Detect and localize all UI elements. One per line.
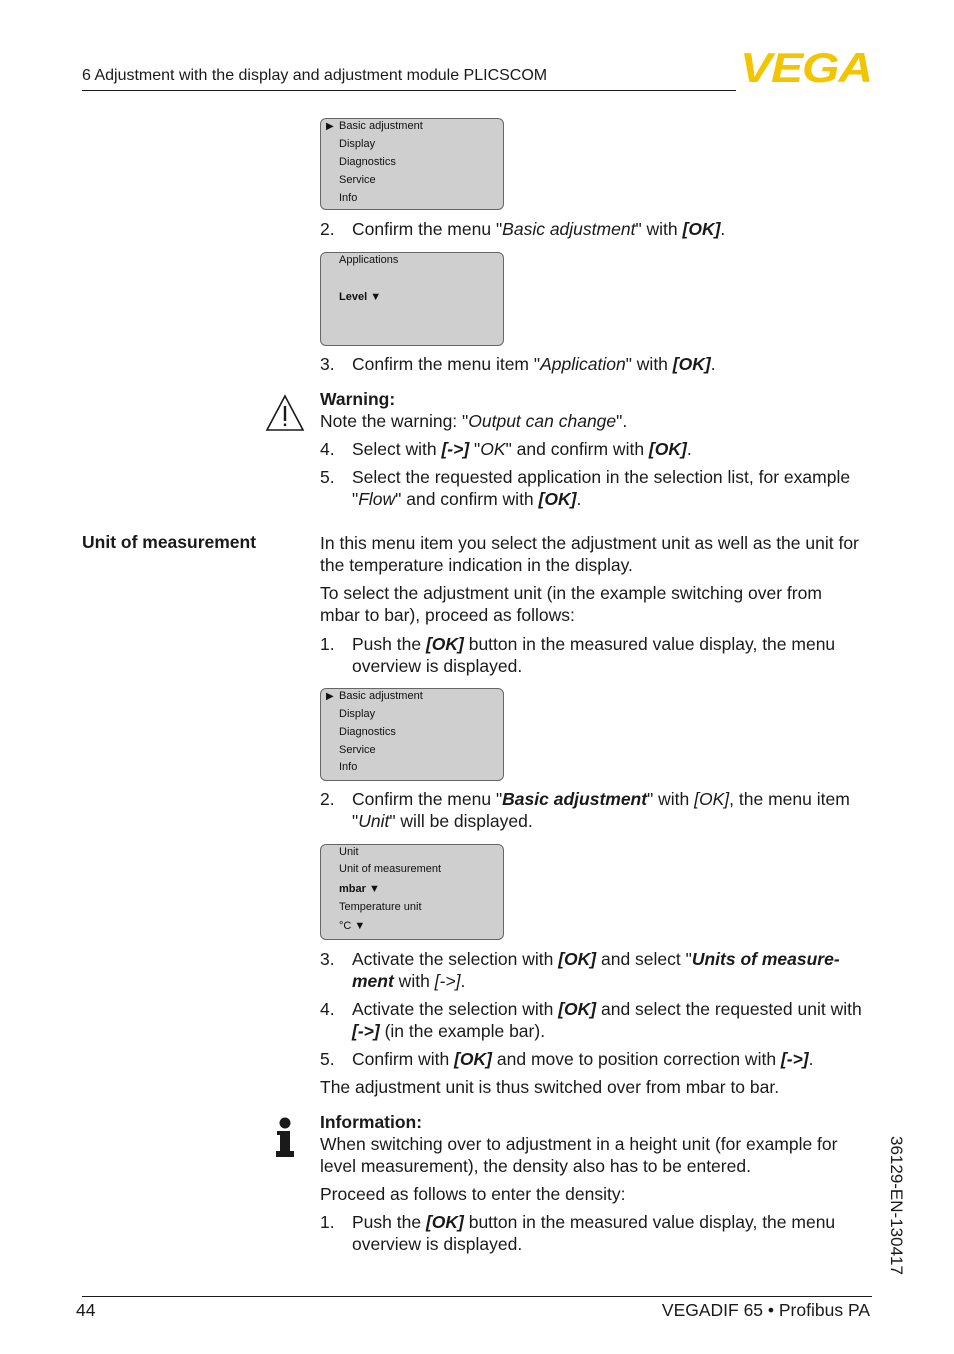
- step-number: 1.: [320, 1212, 335, 1232]
- document-id: 36129-EN-130417: [887, 1136, 906, 1275]
- step-number: 4.: [320, 439, 335, 459]
- step-text-continued: overview is displayed.: [352, 1234, 523, 1254]
- lcd-menu-item: Basic adjustment: [339, 120, 423, 132]
- lcd-menu-item: Info: [339, 761, 358, 773]
- dropdown-arrow-icon: ▼: [368, 883, 380, 895]
- lcd-applications: [320, 252, 504, 346]
- warning-triangle-icon: [265, 394, 305, 432]
- lcd-menu-item: Basic adjustment: [339, 690, 423, 702]
- step-text: Confirm the menu item "Application" with [OK].: [352, 354, 716, 374]
- step-text: Push the [OK] button in the measured value display, the menu: [352, 634, 836, 654]
- step-text: Push the [OK] button in the measured value display, the menu: [352, 1212, 836, 1232]
- page-number: 44: [76, 1300, 96, 1320]
- step-number: 3.: [320, 949, 335, 969]
- logo-text: VEGA: [740, 50, 872, 84]
- lcd-value: Level ▼: [339, 291, 382, 303]
- lcd-menu-item: Display: [339, 138, 376, 150]
- step-number: 5.: [320, 1049, 335, 1069]
- dropdown-arrow-icon: ▼: [354, 920, 366, 932]
- vega-logo: [740, 50, 874, 84]
- step-text: Confirm with [OK] and move to position correction with [->].: [352, 1049, 814, 1069]
- step-text: Select with [->] "OK" and confirm with [OK].: [352, 439, 692, 459]
- step-text-continued: "Flow" and confirm with [OK].: [352, 489, 582, 509]
- lcd-menu-item: Info: [339, 192, 358, 204]
- step-text: Select the requested application in the selection list, for example: [352, 467, 851, 487]
- paragraph: mbar to bar), proceed as follows:: [320, 605, 575, 625]
- lcd-menu-item: Service: [339, 174, 376, 186]
- footer-divider: [82, 1296, 872, 1297]
- step-number: 2.: [320, 789, 335, 809]
- lcd-value: °C ▼: [339, 920, 366, 932]
- menu-cursor-icon: ▶: [326, 121, 334, 132]
- information-heading: Information:: [320, 1112, 423, 1132]
- step-text-continued: overview is displayed.: [352, 656, 523, 676]
- lcd-menu-overview-2: [320, 688, 504, 781]
- lcd-menu-item: Display: [339, 708, 376, 720]
- lcd-label: Temperature unit: [339, 901, 422, 913]
- step-number: 1.: [320, 634, 335, 654]
- dropdown-arrow-icon: ▼: [370, 291, 382, 303]
- lcd-title: Applications: [339, 254, 399, 266]
- step-text: Confirm the menu "Basic adjustment" with [OK].: [352, 219, 726, 239]
- chapter-heading: 6 Adjustment with the display and adjustment module PLICSCOM: [82, 67, 548, 84]
- step-number: 3.: [320, 354, 335, 374]
- warning-text: Note the warning: "Output can change".: [320, 411, 628, 431]
- step-text: Activate the selection with [OK] and select the requested unit with: [352, 999, 862, 1019]
- product-name: VEGADIF 65 • Profibus PA: [661, 1300, 870, 1320]
- paragraph: To select the adjustment unit (in the example switching over from: [320, 583, 822, 603]
- information-text: level measurement), the density also has to be entered.: [320, 1156, 751, 1176]
- paragraph: the temperature indication in the display.: [320, 555, 633, 575]
- lcd-menu-item: Diagnostics: [339, 156, 396, 168]
- step-text: Confirm the menu "Basic adjustment" with [OK], the menu item: [352, 789, 850, 809]
- information-icon: [274, 1117, 296, 1159]
- lcd-menu-item: Service: [339, 744, 376, 756]
- conclusion-text: The adjustment unit is thus switched over from mbar to bar.: [320, 1077, 780, 1097]
- lcd-menu-overview-1: [320, 118, 504, 210]
- header-divider: [82, 90, 736, 91]
- warning-heading: Warning:: [320, 389, 396, 409]
- lcd-title: Unit: [339, 846, 359, 858]
- step-text-continued: "Unit" will be displayed.: [352, 811, 533, 831]
- menu-cursor-icon: ▶: [326, 691, 334, 702]
- lcd-menu-item: Diagnostics: [339, 726, 396, 738]
- step-text: Activate the selection with [OK] and select "Units of measure-: [352, 949, 840, 969]
- step-number: 5.: [320, 467, 335, 487]
- lcd-label: Unit of measurement: [339, 863, 442, 875]
- information-text: When switching over to adjustment in a height unit (for example for: [320, 1134, 838, 1154]
- lcd-value: mbar ▼: [339, 883, 380, 895]
- step-text-continued: ment with [->].: [352, 971, 466, 991]
- step-text-continued: [->] (in the example bar).: [352, 1021, 546, 1041]
- step-number: 2.: [320, 219, 335, 239]
- lcd-unit: [320, 844, 504, 940]
- paragraph: In this menu item you select the adjustment unit as well as the unit for: [320, 533, 859, 553]
- paragraph: Proceed as follows to enter the density:: [320, 1184, 626, 1204]
- section-label-unit: Unit of measurement: [82, 532, 257, 552]
- step-number: 4.: [320, 999, 335, 1019]
